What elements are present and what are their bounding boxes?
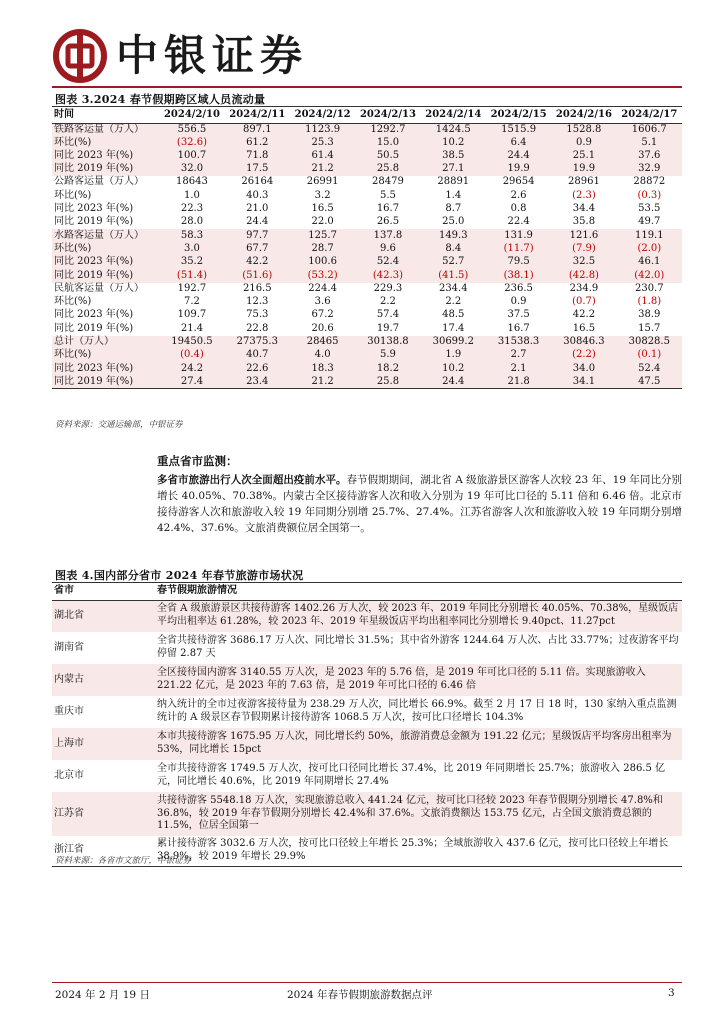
header-rule bbox=[52, 86, 682, 88]
fig3-cell: 109.7 bbox=[177, 309, 207, 321]
fig3-cell: 2.1 bbox=[486, 362, 551, 375]
fig3-cell: 22.6 bbox=[225, 362, 290, 375]
fig3-cell: 1424.5 bbox=[421, 123, 486, 136]
fig3-cell: 100.6 bbox=[290, 256, 355, 269]
fig3-cell: 1515.9 bbox=[486, 123, 551, 136]
fig3-cell: 37.5 bbox=[507, 309, 530, 321]
fig3-cell: 53.5 bbox=[638, 203, 661, 215]
fig3-row bbox=[52, 336, 682, 349]
fig3-cell: (11.7) bbox=[486, 243, 551, 256]
fig3-row-label: 同比 2019 年(%) bbox=[52, 269, 159, 282]
fig4-description: 全市共接待游客 1749.5 万人次，按可比口径同比增长 37.4%，比 2019 年同期增长 25.7%；旅游收入 286.5 亿元，同比增长 40.6%，比 2019 年同期增长 27.4% bbox=[157, 763, 666, 787]
fig3-cell: 18.2 bbox=[355, 362, 420, 375]
fig3-cell: (32.6) bbox=[159, 136, 224, 149]
fig3-row-label: 水路客运量（万人） bbox=[52, 229, 159, 242]
fig3-cell: 52.4 bbox=[617, 362, 682, 375]
fig3-cell: (42.3) bbox=[355, 269, 420, 282]
fig3-row bbox=[52, 203, 682, 216]
fig3-row bbox=[52, 150, 682, 163]
fig3-cell: 10.2 bbox=[421, 136, 486, 149]
fig3-table bbox=[52, 108, 682, 389]
fig3-cell: 61.4 bbox=[290, 150, 355, 163]
fig3-cell: 30138.8 bbox=[355, 336, 420, 349]
fig3-cell: 71.8 bbox=[225, 150, 290, 163]
paragraph-body: 春节假期期间，湖北省 A 级旅游景区游客人次较 23 年、19 年同比分别增长 40.05%、70.38%。内蒙古全区接待游客人次和收入分别为 19 年可比口径的 5.11 倍和 6.46 倍。北京市接待游客人次和旅游收入较 19 年同期分别增 25.7%、27.4%。江苏省游客人次和旅游收入较 19 年同期分别增 42.4%、37.6%。文旅消费额位居全国第一。 bbox=[157, 474, 683, 534]
fig3-cell: 3.0 bbox=[159, 243, 224, 256]
fig3-cell: 0.9 bbox=[510, 296, 527, 308]
fig3-cell: 4.0 bbox=[290, 349, 355, 362]
fig3-cell: 21.4 bbox=[180, 322, 204, 334]
fig3-cell: 35.2 bbox=[159, 256, 224, 269]
fig3-cell: (0.3) bbox=[637, 189, 662, 201]
fig4-province: 上海市 bbox=[52, 728, 155, 760]
fig4-description: 全区接待国内游客 3140.55 万人次，是 2023 年的 5.76 倍，是 2019 年可比口径的 5.11 倍。实现旅游收入 221.22 亿元，是 2023 年的 7.63 倍，是 2019 年可比口径的 6.46 倍 bbox=[155, 664, 682, 696]
fig3-title-rule bbox=[52, 106, 682, 107]
fig3-cell: (0.1) bbox=[617, 349, 682, 362]
fig3-cell: 8.7 bbox=[445, 203, 462, 215]
fig3-cell: 24.4 bbox=[486, 150, 551, 163]
fig3-cell: 48.5 bbox=[442, 309, 465, 321]
fig3-cell: 30846.3 bbox=[551, 336, 616, 349]
fig3-cell: 23.4 bbox=[225, 376, 290, 389]
fig3-cell: (2.0) bbox=[617, 243, 682, 256]
fig3-row bbox=[52, 296, 682, 309]
fig3-cell: 12.3 bbox=[246, 296, 269, 308]
fig3-cell: 25.1 bbox=[551, 150, 616, 163]
fig3-row bbox=[52, 322, 682, 335]
fig3-cell: 236.5 bbox=[504, 282, 533, 294]
fig3-cell: 26991 bbox=[306, 176, 339, 188]
fig3-cell: 25.8 bbox=[355, 163, 420, 176]
fig3-cell: 61.2 bbox=[225, 136, 290, 149]
fig3-cell: 26.5 bbox=[376, 216, 400, 228]
fig3-cell: 27.4 bbox=[159, 376, 224, 389]
fig3-cell: 46.1 bbox=[617, 256, 682, 269]
fig3-row bbox=[52, 362, 682, 375]
fig3-cell: 234.4 bbox=[438, 282, 468, 294]
fig3-cell: 28872 bbox=[633, 176, 666, 188]
fig3-row-label: 同比 2023 年(%) bbox=[54, 203, 134, 215]
fig4-description: 全省共接待游客 3686.17 万人次、同比增长 31.5%；其中省外游客 1244.64 万人次、占比 33.77%；过夜游客平均停留 2.87 天 bbox=[157, 635, 679, 659]
fig3-cell: 22.3 bbox=[180, 203, 204, 215]
fig3-cell: 100.7 bbox=[159, 150, 224, 163]
boc-logo-icon bbox=[52, 28, 108, 84]
fig3-cell: 40.3 bbox=[246, 189, 269, 201]
fig3-cell: 31538.3 bbox=[486, 336, 551, 349]
fig3-row bbox=[52, 349, 682, 362]
fig3-cell: 28479 bbox=[372, 176, 404, 188]
fig3-cell: 37.6 bbox=[617, 150, 682, 163]
fig3-cell: 30699.2 bbox=[421, 336, 486, 349]
fig3-cell: 52.7 bbox=[421, 256, 486, 269]
footer-report-title: 2024 年春节假期旅游数据点评 bbox=[287, 989, 433, 1001]
fig4-row bbox=[52, 632, 682, 664]
fig3-cell: 5.5 bbox=[379, 189, 396, 201]
fig3-cell: 1123.9 bbox=[290, 123, 355, 136]
fig3-cell: 125.7 bbox=[290, 229, 355, 242]
fig3-col-header-8: 2024/2/17 bbox=[617, 108, 682, 123]
fig3-cell: 25.8 bbox=[355, 376, 420, 389]
fig3-row bbox=[52, 189, 682, 202]
fig3-cell: 119.1 bbox=[617, 229, 682, 242]
fig3-cell: 229.3 bbox=[373, 282, 403, 294]
fig3-row bbox=[52, 136, 682, 149]
fig3-cell: 5.9 bbox=[355, 349, 420, 362]
fig3-row bbox=[52, 176, 682, 189]
fig3-cell: 1.9 bbox=[421, 349, 486, 362]
fig4-row bbox=[52, 664, 682, 696]
monitor-paragraph bbox=[157, 472, 682, 536]
footer-page-number: 3 bbox=[668, 987, 675, 999]
fig3-row-label: 铁路客运量（万人） bbox=[52, 123, 159, 136]
fig3-cell: 15.7 bbox=[638, 322, 661, 334]
footer-date: 2024 年 2 月 19 日 bbox=[55, 989, 150, 1001]
fig3-cell: 38.9 bbox=[638, 309, 661, 321]
fig3-col-header-6: 2024/2/15 bbox=[486, 108, 551, 123]
fig4-description: 累计接待游客 3032.6 万人次，按可比口径较上年增长 25.3%；全域旅游收入 437.6 亿元，按可比口径较上年增长 38.9%，较 2019 年增长 29.9% bbox=[155, 836, 682, 866]
fig3-cell: 22.0 bbox=[311, 216, 334, 228]
fig4-province: 内蒙古 bbox=[52, 664, 155, 696]
fig3-cell: 18.3 bbox=[290, 362, 355, 375]
fig4-source: 资料来源：各省市文旅厅，中银证券 bbox=[55, 856, 192, 866]
fig3-cell: 34.1 bbox=[551, 376, 616, 389]
fig4-description: 纳入统计的全市过夜游客接待量为 238.29 万人次，同比增长 66.9%。截至 2 月 17 日 18 时，130 家纳入重点监测统计的 A 级景区春节假期累计接待游客 1068.5 万人次，按可比口径增长 104.3% bbox=[157, 699, 677, 723]
fig3-row bbox=[52, 216, 682, 229]
fig3-col-header-1: 2024/2/10 bbox=[159, 108, 224, 123]
fig3-cell: 2.2 bbox=[445, 296, 462, 308]
fig3-cell: 2.7 bbox=[486, 349, 551, 362]
fig3-row-label: 公路客运量（万人） bbox=[54, 176, 144, 188]
fig3-source: 资料来源：交通运输部，中银证券 bbox=[55, 420, 183, 430]
fig3-cell: 21.0 bbox=[246, 203, 269, 215]
fig3-cell: 8.4 bbox=[421, 243, 486, 256]
fig3-cell: 19450.5 bbox=[159, 336, 224, 349]
fig3-row bbox=[52, 283, 682, 296]
fig3-cell: 897.1 bbox=[225, 123, 290, 136]
fig4-province: 湖北省 bbox=[52, 600, 155, 632]
fig4-row bbox=[52, 728, 682, 760]
fig4-col-header-1: 春节假期旅游情况 bbox=[155, 584, 682, 600]
fig3-cell: 32.9 bbox=[617, 163, 682, 176]
fig4-description: 共接待游客 5548.18 万人次，实现旅游总收入 441.24 亿元，按可比口径较 2023 年春节假期分别增长 47.8%和 36.8%，较 2019 年春节假期分别增长 42.4%和 37.6%。文旅消费额达 153.75 亿元，占全国文旅消费总额的 11.5%，位居全国第一 bbox=[155, 792, 682, 836]
fig3-cell: 67.2 bbox=[311, 309, 334, 321]
fig3-cell: (42.0) bbox=[617, 269, 682, 282]
fig3-cell: 28961 bbox=[568, 176, 600, 188]
fig3-row-label: 民航客运量（万人） bbox=[54, 282, 144, 294]
footer-rule bbox=[52, 982, 682, 983]
fig3-cell: 230.7 bbox=[634, 282, 664, 294]
fig4-title-rule bbox=[52, 582, 682, 583]
fig3-cell: 16.7 bbox=[376, 203, 400, 215]
fig3-cell: 35.8 bbox=[572, 216, 596, 228]
fig3-cell: (2.3) bbox=[572, 189, 596, 201]
fig3-cell: 121.6 bbox=[551, 229, 616, 242]
fig3-cell: (51.4) bbox=[159, 269, 224, 282]
fig3-cell: 17.4 bbox=[442, 322, 465, 334]
brand-name: 中银证券 bbox=[116, 31, 309, 80]
fig3-cell: 17.5 bbox=[225, 163, 290, 176]
fig4-province: 浙江省 bbox=[52, 836, 155, 866]
fig3-cell: 28891 bbox=[437, 176, 470, 188]
fig3-cell: 50.5 bbox=[355, 150, 420, 163]
fig3-cell: 28465 bbox=[290, 336, 355, 349]
fig3-cell: 556.5 bbox=[159, 123, 224, 136]
fig3-cell: (0.7) bbox=[572, 296, 596, 308]
fig3-cell: 79.5 bbox=[486, 256, 551, 269]
fig3-cell: 3.6 bbox=[314, 296, 331, 308]
fig3-cell: 234.9 bbox=[569, 282, 599, 294]
fig3-col-header-3: 2024/2/12 bbox=[290, 108, 355, 123]
fig3-cell: 3.2 bbox=[314, 189, 331, 201]
fig3-cell: 22.8 bbox=[246, 322, 269, 334]
fig3-cell: 192.7 bbox=[177, 282, 207, 294]
fig3-cell: 97.7 bbox=[225, 229, 290, 242]
fig3-row-label: 环比(%) bbox=[54, 296, 92, 308]
fig3-cell: 42.2 bbox=[572, 309, 596, 321]
fig3-cell: 52.4 bbox=[355, 256, 420, 269]
fig3-cell: 32.0 bbox=[159, 163, 224, 176]
fig3-cell: 47.5 bbox=[617, 376, 682, 389]
fig3-cell: 21.2 bbox=[290, 376, 355, 389]
fig3-cell: 2.6 bbox=[510, 189, 527, 201]
fig3-cell: 28.0 bbox=[180, 216, 204, 228]
fig4-province: 湖南省 bbox=[54, 641, 84, 653]
fig3-title: 图表 3.2024 春节假期跨区域人员流动量 bbox=[55, 93, 266, 106]
fig3-row bbox=[52, 256, 682, 269]
fig3-row-label: 同比 2019 年(%) bbox=[52, 163, 159, 176]
fig3-row-label: 总计（万人） bbox=[52, 336, 159, 349]
fig3-row bbox=[52, 163, 682, 176]
fig3-cell: (2.2) bbox=[551, 349, 616, 362]
fig3-cell: 1528.8 bbox=[551, 123, 616, 136]
fig3-row-label: 同比 2019 年(%) bbox=[54, 322, 134, 334]
fig3-row-label: 环比(%) bbox=[52, 136, 159, 149]
fig3-cell: (7.9) bbox=[551, 243, 616, 256]
fig4-row bbox=[52, 696, 682, 728]
fig3-cell: 38.5 bbox=[421, 150, 486, 163]
fig4-col-header-0: 省市 bbox=[52, 584, 155, 600]
fig3-row bbox=[52, 309, 682, 322]
fig3-cell: (0.4) bbox=[159, 349, 224, 362]
fig3-cell: 19.7 bbox=[376, 322, 400, 334]
fig3-row-label: 环比(%) bbox=[52, 349, 159, 362]
fig3-row bbox=[52, 243, 682, 256]
fig3-col-header-0: 时间 bbox=[52, 108, 159, 123]
fig3-cell: 18643 bbox=[176, 176, 208, 188]
fig3-cell: 57.4 bbox=[376, 309, 400, 321]
fig3-cell: 149.3 bbox=[421, 229, 486, 242]
fig3-cell: 34.4 bbox=[572, 203, 596, 215]
fig3-col-header-4: 2024/2/13 bbox=[355, 108, 420, 123]
fig3-cell: 29654 bbox=[502, 176, 535, 188]
fig3-cell: 20.6 bbox=[311, 322, 334, 334]
fig3-row-label: 环比(%) bbox=[52, 243, 159, 256]
fig4-table bbox=[52, 584, 682, 867]
fig3-cell: (42.8) bbox=[551, 269, 616, 282]
fig3-cell: 42.2 bbox=[225, 256, 290, 269]
fig3-cell: 58.3 bbox=[159, 229, 224, 242]
fig3-cell: 21.2 bbox=[290, 163, 355, 176]
fig4-row bbox=[52, 760, 682, 792]
fig3-cell: 28.7 bbox=[290, 243, 355, 256]
fig3-cell: 24.4 bbox=[421, 376, 486, 389]
fig3-cell: 0.8 bbox=[510, 203, 527, 215]
fig3-cell: 34.0 bbox=[551, 362, 616, 375]
fig3-cell: 27.1 bbox=[421, 163, 486, 176]
fig3-cell: 6.4 bbox=[486, 136, 551, 149]
fig3-cell: 67.7 bbox=[225, 243, 290, 256]
fig3-cell: 24.2 bbox=[159, 362, 224, 375]
fig3-row-label: 同比 2023 年(%) bbox=[52, 150, 159, 163]
fig3-cell: 26164 bbox=[241, 176, 274, 188]
fig3-cell: 25.0 bbox=[442, 216, 465, 228]
fig4-province: 重庆市 bbox=[54, 705, 84, 717]
fig3-cell: 27375.3 bbox=[225, 336, 290, 349]
fig3-cell: 1606.7 bbox=[617, 123, 682, 136]
fig3-cell: 216.5 bbox=[242, 282, 272, 294]
fig3-row-label: 环比(%) bbox=[54, 189, 92, 201]
fig4-row bbox=[52, 600, 682, 632]
fig3-header-row bbox=[52, 108, 682, 123]
fig3-cell: 1.0 bbox=[184, 189, 200, 201]
fig3-row-label: 同比 2019 年(%) bbox=[52, 376, 159, 389]
fig3-cell: 25.3 bbox=[290, 136, 355, 149]
fig3-row bbox=[52, 376, 682, 389]
fig3-cell: (41.5) bbox=[421, 269, 486, 282]
fig3-row-label: 同比 2019 年(%) bbox=[54, 216, 134, 228]
fig3-cell: 5.1 bbox=[617, 136, 682, 149]
fig4-province: 北京市 bbox=[54, 769, 84, 781]
fig3-cell: 16.7 bbox=[507, 322, 530, 334]
fig3-row-label: 同比 2023 年(%) bbox=[54, 309, 134, 321]
fig3-cell: 131.9 bbox=[486, 229, 551, 242]
section-heading: 重点省市监测： bbox=[157, 454, 238, 468]
fig3-cell: 16.5 bbox=[572, 322, 596, 334]
fig3-cell: 15.0 bbox=[355, 136, 420, 149]
fig3-row-label: 同比 2023 年(%) bbox=[52, 256, 159, 269]
fig4-description: 本市共接待游客 1675.95 万人次，同比增长约 50%，旅游消费总金额为 191.22 亿元；星级饭店平均客房出租率为 53%，同比增长 15pct bbox=[155, 728, 682, 760]
fig3-cell: (1.8) bbox=[637, 296, 662, 308]
fig3-cell: 19.9 bbox=[486, 163, 551, 176]
fig3-cell: 10.2 bbox=[421, 362, 486, 375]
fig3-cell: 1292.7 bbox=[355, 123, 420, 136]
fig4-province: 江苏省 bbox=[52, 792, 155, 836]
fig3-cell: 49.7 bbox=[638, 216, 661, 228]
fig3-cell: 16.5 bbox=[311, 203, 334, 215]
fig3-cell: (51.6) bbox=[225, 269, 290, 282]
fig3-cell: 19.9 bbox=[551, 163, 616, 176]
paragraph-lead: 多省市旅游出行人次全面超出疫前水平。 bbox=[157, 474, 347, 486]
fig3-cell: 0.9 bbox=[551, 136, 616, 149]
fig4-title: 图表 4.国内部分省市 2024 年春节旅游市场状况 bbox=[55, 569, 304, 582]
fig3-cell: 9.6 bbox=[355, 243, 420, 256]
fig4-row bbox=[52, 792, 682, 836]
page-header bbox=[52, 22, 682, 88]
fig3-cell: 224.4 bbox=[308, 282, 337, 294]
fig3-cell: (38.1) bbox=[486, 269, 551, 282]
fig3-cell: 21.8 bbox=[486, 376, 551, 389]
fig3-cell: 137.8 bbox=[355, 229, 420, 242]
fig4-header-row bbox=[52, 584, 682, 600]
fig3-row bbox=[52, 123, 682, 136]
fig3-cell: 24.4 bbox=[246, 216, 269, 228]
fig3-col-header-2: 2024/2/11 bbox=[225, 108, 290, 123]
fig3-cell: 7.2 bbox=[184, 296, 200, 308]
fig3-cell: (53.2) bbox=[290, 269, 355, 282]
fig3-cell: 32.5 bbox=[551, 256, 616, 269]
fig3-cell: 30828.5 bbox=[617, 336, 682, 349]
fig3-cell: 75.3 bbox=[246, 309, 269, 321]
fig3-row bbox=[52, 229, 682, 242]
fig3-cell: 40.7 bbox=[225, 349, 290, 362]
fig3-cell: 2.2 bbox=[379, 296, 396, 308]
fig3-row bbox=[52, 269, 682, 282]
fig3-col-header-5: 2024/2/14 bbox=[421, 108, 486, 123]
fig4-description: 全省 A 级旅游景区共接待游客 1402.26 万人次，较 2023 年、2019 年同比分别增长 40.05%、70.38%，星级饭店平均出租率达 61.28%，较 2023 年、2019 年星级饭店平均出租率同比分别增长 9.40pct、11.27pct bbox=[155, 600, 682, 632]
fig3-cell: 1.4 bbox=[445, 189, 462, 201]
fig3-row-label: 同比 2023 年(%) bbox=[52, 362, 159, 375]
fig3-col-header-7: 2024/2/16 bbox=[551, 108, 616, 123]
fig3-cell: 22.4 bbox=[507, 216, 530, 228]
